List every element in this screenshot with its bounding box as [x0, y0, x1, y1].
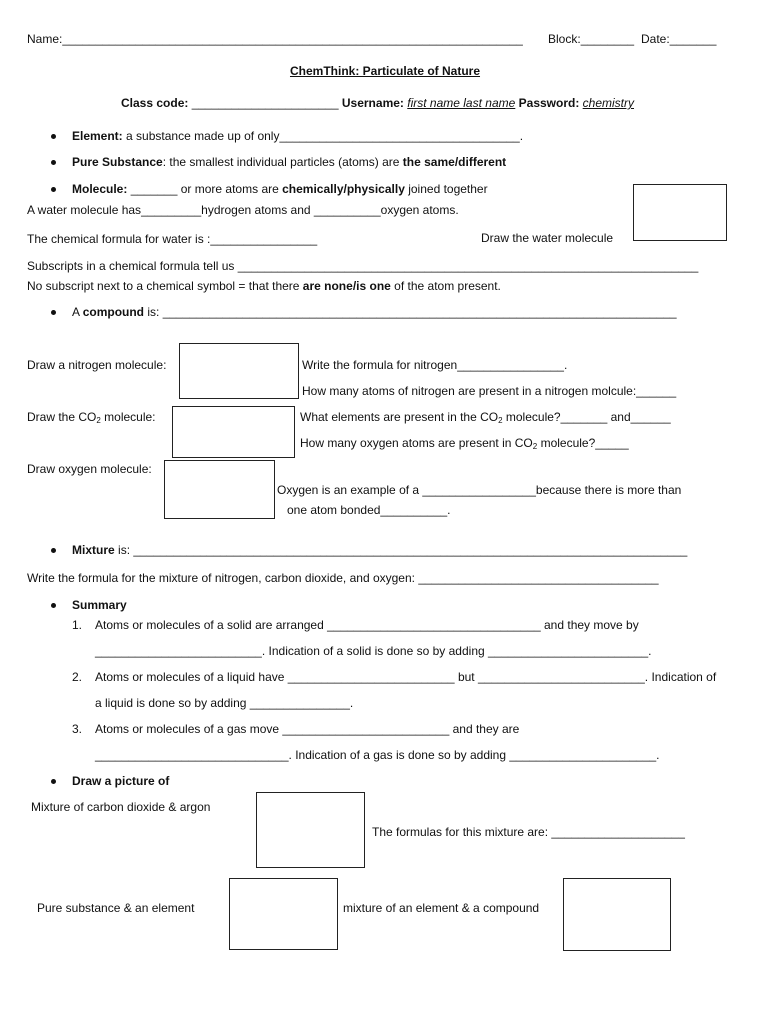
- mixture-co2-argon-label: Mixture of carbon dioxide & argon: [31, 800, 211, 814]
- bullet: [51, 779, 56, 784]
- summary-item-number: 1.: [72, 618, 83, 632]
- password-label: Password:: [518, 96, 580, 110]
- element-compound-mixture-box[interactable]: [563, 878, 671, 951]
- block-field[interactable]: Block:________: [548, 32, 635, 46]
- username-label: Username:: [341, 96, 404, 110]
- subscripts-blank[interactable]: _____________________________________________________________________: [237, 259, 699, 273]
- mixture-co2-argon-box[interactable]: [256, 792, 365, 868]
- nitrogen-atoms-line: How many atoms of nitrogen are present in a nitrogen molcule:______: [302, 384, 677, 398]
- nitrogen-drawing-box[interactable]: [179, 343, 299, 399]
- bullet: [51, 134, 56, 139]
- mixture-formula-line: Write the formula for the mixture of nitrogen, carbon dioxide, and oxygen: ____________________________________: [27, 571, 659, 585]
- oxygen-example-blank[interactable]: _________________: [422, 483, 536, 497]
- summary-solid-line-2[interactable]: _________________________. Indication of a solid is done so by adding ________________________.: [95, 644, 652, 658]
- none-one-choice[interactable]: are none/is one: [302, 279, 391, 293]
- oxygen-example-line: Oxygen is an example of a _________________because there is more than: [277, 483, 682, 497]
- pure-substance-element-label: Pure substance & an element: [37, 901, 195, 915]
- draw-picture-title: Draw a picture of: [72, 774, 170, 788]
- bullet: [51, 187, 56, 192]
- summary-item-number: 2.: [72, 670, 83, 684]
- co2-elements-line: What elements are present in the $CO_2$ molecule?_______ and______: [300, 410, 671, 425]
- class-code-blank[interactable]: ______________________: [191, 96, 339, 110]
- molecule-blank[interactable]: _______: [130, 182, 178, 196]
- draw-oxygen-label: Draw oxygen molecule:: [27, 462, 152, 476]
- same-different-choice[interactable]: the same/different: [402, 155, 507, 169]
- draw-co2-label: Draw the $CO_2$ molecule:: [27, 410, 156, 425]
- bullet: [51, 603, 56, 608]
- co2-element-blank-1[interactable]: _______: [560, 410, 608, 424]
- date-field[interactable]: Date:_______: [641, 32, 717, 46]
- mixture-definition: Mixture is: ___________________________________________________________________________________: [72, 543, 688, 557]
- summary-liquid-line-2[interactable]: a liquid is done so by adding _______________.: [95, 696, 354, 710]
- summary-item-number: 3.: [72, 722, 83, 736]
- draw-water-label: Draw the water molecule: [481, 231, 614, 245]
- water-formula-line: The chemical formula for water is :________________: [27, 232, 318, 246]
- co2-oxygen-blank[interactable]: _____: [595, 436, 629, 450]
- water-atoms-line: A water molecule has_________hydrogen atoms and __________oxygen atoms.: [27, 203, 459, 217]
- compound-definition: A compound is: _____________________________________________________________________________: [72, 305, 677, 319]
- draw-nitrogen-label: Draw a nitrogen molecule:: [27, 358, 167, 372]
- summary-gas-line-1[interactable]: Atoms or molecules of a gas move _________________________ and they are: [95, 722, 520, 736]
- water-formula-blank[interactable]: ________________: [210, 232, 318, 246]
- summary-solid-line-1[interactable]: Atoms or molecules of a solid are arranged ________________________________ and they move by: [95, 618, 639, 632]
- bullet: [51, 160, 56, 165]
- password-value: chemistry: [582, 96, 635, 110]
- compound-blank[interactable]: _____________________________________________________________________________: [162, 305, 677, 319]
- co2-drawing-box[interactable]: [172, 406, 295, 458]
- bullet: [51, 310, 56, 315]
- nitrogen-formula-line: Write the formula for nitrogen________________.: [302, 358, 568, 372]
- class-code-label: Class code:: [121, 96, 189, 110]
- summary-title: Summary: [72, 598, 127, 612]
- page-title: ChemThink: Particulate of Nature: [289, 64, 481, 78]
- chem-phys-choice[interactable]: chemically/physically: [282, 182, 405, 196]
- pure-substance-definition: Pure Substance: the smallest individual particles (atoms) are the same/different: [72, 155, 507, 169]
- oxygen-bonded-line: one atom bonded__________.: [287, 503, 451, 517]
- nitrogen-formula-blank[interactable]: ________________.: [457, 358, 568, 372]
- mixture-blank[interactable]: ___________________________________________________________________________________: [133, 543, 688, 557]
- molecule-definition: Molecule: _______ or more atoms are chemically/physically joined together: [72, 182, 488, 196]
- co2-oxygen-line: How many oxygen atoms are present in $CO_2$ molecule?_____: [300, 436, 629, 451]
- oxygen-bonded-blank[interactable]: __________.: [380, 503, 451, 517]
- subscripts-line: Subscripts in a chemical formula tell us _____________________________________________________________________: [27, 259, 699, 273]
- oxygen-drawing-box[interactable]: [164, 460, 275, 519]
- no-subscript-line: No subscript next to a chemical symbol = that there are none/is one of the atom present.: [27, 279, 501, 293]
- bullet: [51, 548, 56, 553]
- element-compound-mixture-label: mixture of an element & a compound: [343, 901, 540, 915]
- summary-gas-line-2[interactable]: _____________________________. Indication of a gas is done so by adding ______________________.: [95, 748, 660, 762]
- element-blank[interactable]: ____________________________________.: [279, 129, 524, 143]
- pure-substance-element-box[interactable]: [229, 878, 338, 950]
- username-value: first name last name: [407, 96, 516, 110]
- mixture-formulas-line: The formulas for this mixture are: ____________________: [372, 825, 685, 839]
- co2-element-blank-2[interactable]: ______: [630, 410, 671, 424]
- hydrogen-blank[interactable]: _________: [141, 203, 202, 217]
- water-drawing-box[interactable]: [633, 184, 727, 241]
- name-field[interactable]: Name:_____________________________________________________________________: [27, 32, 523, 46]
- summary-liquid-line-1[interactable]: Atoms or molecules of a liquid have _________________________ but _________________________. Indication of: [95, 670, 717, 684]
- oxygen-blank[interactable]: __________: [313, 203, 381, 217]
- element-definition: Element: a substance made up of only____________________________________.: [72, 129, 524, 143]
- mixture-formulas-blank[interactable]: ____________________: [551, 825, 685, 839]
- nitrogen-atoms-blank[interactable]: ______: [636, 384, 677, 398]
- credentials-line: [121, 96, 634, 110]
- mixture-formula-blank[interactable]: ____________________________________: [418, 571, 659, 585]
